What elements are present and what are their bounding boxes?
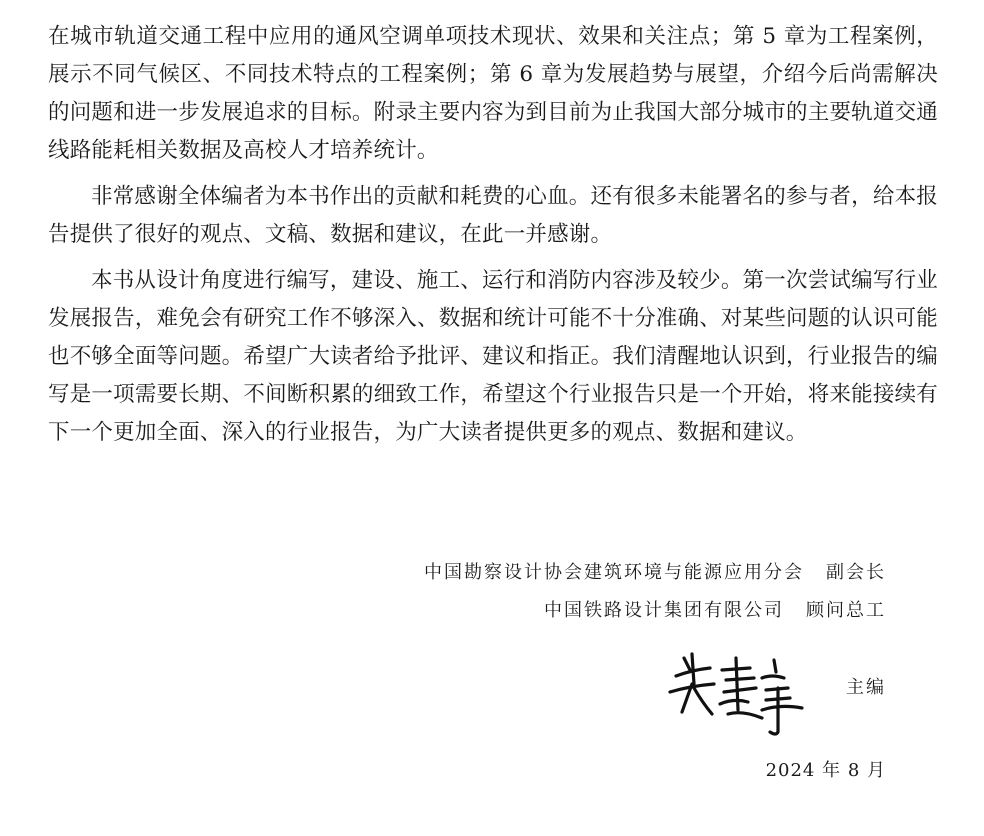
paragraph-scope-and-limitations: 本书从设计角度进行编写，建设、施工、运行和消防内容涉及较少。第一次尝试编写行业发展报告，难免会有研究工作不够深入、数据和统计可能不十分准确、对某些问题的认识可能也不够全面等问题。希望广大读者给予批评、建议和指正。我们清醒地认识到，行业报告的编写是一项需要长期、不间断积累的细致工作，希望这个行业报告只是一个开始，将来能接续有下一个更加全面、深入的行业报告，为广大读者提供更多的观点、数据和建议。 (48, 268, 938, 445)
publication-date: 2024 年 8 月 (765, 760, 886, 781)
paragraph-acknowledgement: 非常感谢全体编者为本书作出的贡献和耗费的心血。还有很多未能署名的参与者，给本报告提供了很好的观点、文稿、数据和建议，在此一并感谢。 (48, 184, 938, 247)
affiliation-org-1: 中国勘察设计协会建筑环境与能源应用分会 (424, 562, 804, 583)
editor-role: 主编 (846, 677, 886, 698)
paragraph-chapter-summary: 在城市轨道交通工程中应用的通风空调单项技术现状、效果和关注点；第 5 章为工程案例，展示不同气候区、不同技术特点的工程案例；第 6 章为发展趋势与展望，介绍今后尚需解决的问题和进一步发展追求的目标。附录主要内容为到目前为止我国大部分城市的主要轨道交通线路能耗相关数据及高校人才培养统计。 (48, 24, 938, 163)
signature-affiliations (424, 554, 886, 630)
signature-row (662, 640, 886, 740)
affiliation-org-2: 中国铁路设计集团有限公司 (544, 600, 784, 621)
document-body (48, 18, 938, 460)
affiliation-line-1 (424, 554, 886, 592)
affiliation-title-2: 顾问总工 (806, 600, 886, 621)
handwritten-signature (662, 640, 832, 740)
affiliation-title-1: 副会长 (826, 562, 886, 583)
affiliation-line-2 (424, 592, 886, 630)
